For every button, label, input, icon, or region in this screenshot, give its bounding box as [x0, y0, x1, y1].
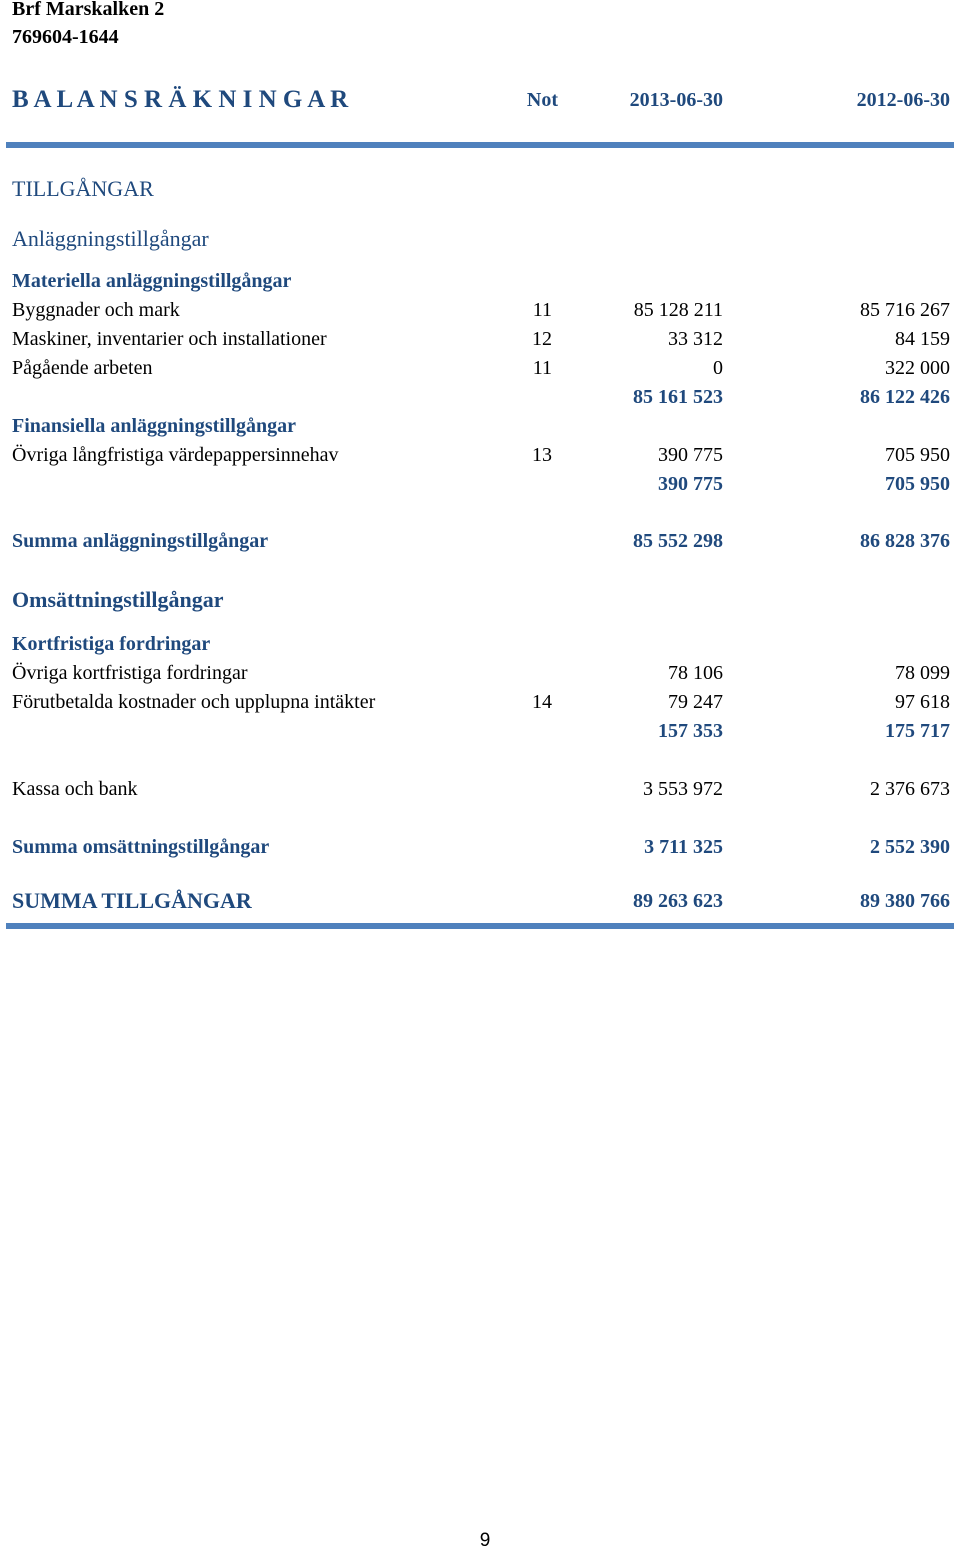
row-value-previous: 85 716 267 — [860, 299, 950, 321]
financial-assets-heading: Finansiella anläggningstillgångar — [12, 415, 296, 437]
total-divider — [6, 923, 954, 929]
row-label: Pågående arbeten — [12, 357, 153, 379]
row-value-previous: 86 828 376 — [860, 530, 950, 552]
row-value-previous: 84 159 — [895, 328, 950, 350]
row-note: 13 — [532, 444, 552, 466]
row-label: Summa omsättningstillgångar — [12, 836, 270, 858]
row-value-previous: 322 000 — [885, 357, 950, 379]
short-receivables-heading: Kortfristiga fordringar — [12, 633, 211, 655]
column-header-previous-date: 2012-06-30 — [856, 89, 950, 111]
organization-name: Brf Marskalken 2 — [12, 0, 165, 20]
row-value-current: 390 775 — [658, 444, 723, 466]
row-value-previous: 97 618 — [895, 691, 950, 713]
row-note: 14 — [532, 691, 552, 713]
row-value-current: 3 711 325 — [644, 836, 723, 858]
row-value-current: 3 553 972 — [643, 778, 723, 800]
row-label: Byggnader och mark — [12, 299, 180, 321]
row-note: 11 — [532, 299, 552, 321]
row-value-current: 85 552 298 — [633, 530, 723, 552]
row-value-previous: 2 376 673 — [870, 778, 950, 800]
subtotal-current: 390 775 — [658, 473, 723, 495]
page-number: 9 — [479, 1530, 491, 1551]
row-value-current: 78 106 — [668, 662, 723, 684]
tangible-assets-heading: Materiella anläggningstillgångar — [12, 270, 292, 292]
row-value-current: 85 128 211 — [633, 299, 723, 321]
row-label: Övriga kortfristiga fordringar — [12, 662, 248, 684]
row-note: 12 — [532, 328, 552, 350]
header-divider — [6, 142, 954, 148]
row-note: 11 — [532, 357, 552, 379]
row-label: Maskiner, inventarier och installationer — [12, 328, 327, 350]
column-header-note: Not — [526, 89, 558, 111]
row-value-current: 79 247 — [668, 691, 723, 713]
row-label: Övriga långfristiga värdepappersinnehav — [12, 444, 339, 466]
current-assets-heading: Omsättningstillgångar — [12, 587, 224, 612]
subtotal-previous: 86 122 426 — [860, 386, 950, 408]
document-title: B A L A N S R Ä K N I N G A R — [12, 86, 349, 113]
subtotal-current: 157 353 — [658, 720, 723, 742]
row-value-current: 33 312 — [668, 328, 723, 350]
column-header-current-date: 2013-06-30 — [629, 89, 723, 111]
assets-heading: TILLGÅNGAR — [12, 176, 154, 201]
fixed-assets-heading: Anläggningstillgångar — [12, 226, 209, 251]
row-label: SUMMA TILLGÅNGAR — [12, 888, 252, 913]
subtotal-previous: 705 950 — [885, 473, 950, 495]
organization-number: 769604-1644 — [12, 26, 119, 48]
row-value-previous: 2 552 390 — [870, 836, 950, 858]
row-value-current: 89 263 623 — [633, 890, 723, 912]
row-label: Kassa och bank — [12, 778, 138, 800]
row-value-previous: 89 380 766 — [860, 890, 950, 912]
row-value-previous: 705 950 — [885, 444, 950, 466]
subtotal-previous: 175 717 — [885, 720, 950, 742]
row-label: Summa anläggningstillgångar — [12, 530, 269, 552]
row-value-previous: 78 099 — [895, 662, 950, 684]
subtotal-current: 85 161 523 — [633, 386, 723, 408]
row-label: Förutbetalda kostnader och upplupna intäkter — [12, 691, 376, 713]
row-value-current: 0 — [713, 357, 723, 379]
